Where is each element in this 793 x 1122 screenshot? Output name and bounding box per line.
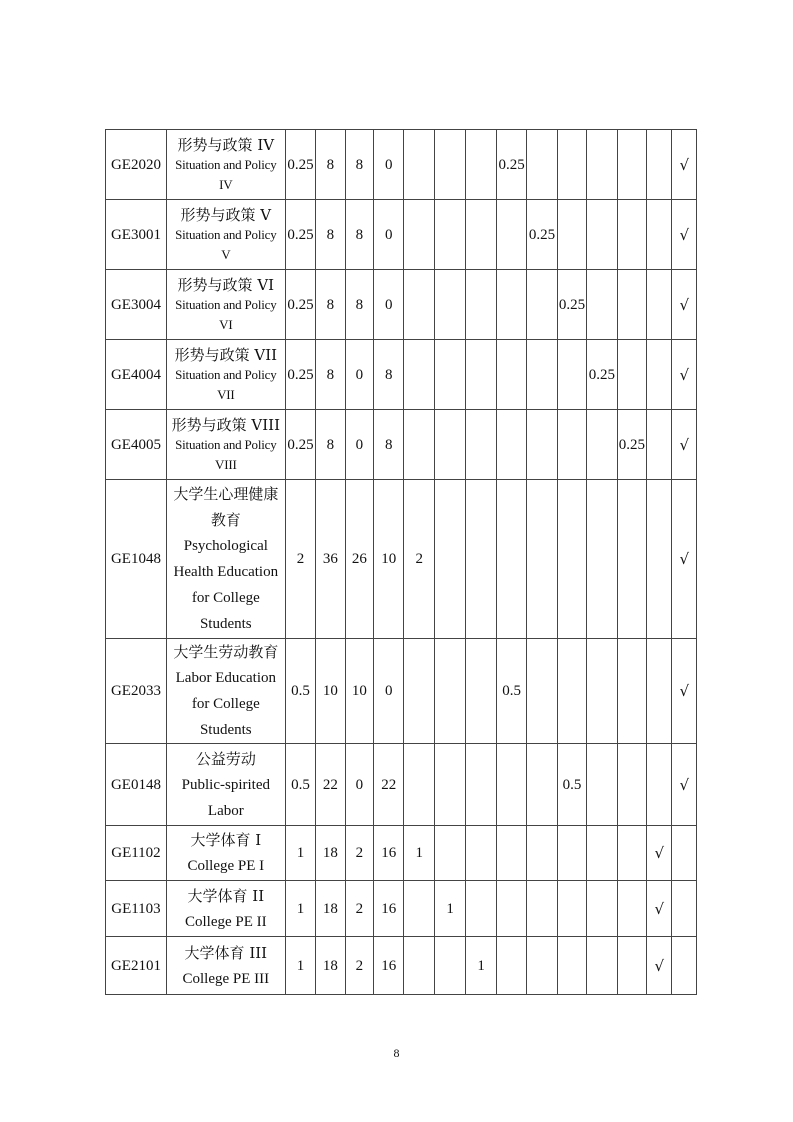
semester-3-cell bbox=[466, 744, 496, 826]
course-name-en: College PE III bbox=[182, 970, 270, 987]
semester-6-cell bbox=[557, 480, 586, 639]
course-name-en: Situation and Policy bbox=[175, 436, 277, 452]
semester-6-cell bbox=[557, 200, 586, 270]
course-name-cell bbox=[166, 200, 285, 270]
semester-7-cell bbox=[587, 410, 617, 480]
semester-8-cell bbox=[617, 130, 646, 200]
course-name-cell bbox=[166, 410, 285, 480]
semester-5-cell bbox=[527, 744, 557, 826]
course-code-cell: GE3001 bbox=[106, 200, 167, 270]
semester-7-cell bbox=[587, 826, 617, 881]
practice-hours-cell: 16 bbox=[374, 937, 404, 995]
lecture-hours-cell: 26 bbox=[345, 480, 373, 639]
optional-mark-cell: √ bbox=[672, 410, 697, 480]
semester-6-cell: 0.5 bbox=[557, 744, 586, 826]
course-name-cell bbox=[166, 639, 285, 744]
optional-mark-cell: √ bbox=[672, 340, 697, 410]
semester-8-cell: 0.25 bbox=[617, 410, 646, 480]
semester-7-cell: 0.25 bbox=[587, 340, 617, 410]
semester-7-cell bbox=[587, 200, 617, 270]
credit-cell: 1 bbox=[285, 826, 315, 881]
practice-hours-cell: 10 bbox=[374, 480, 404, 639]
semester-2-cell bbox=[434, 480, 465, 639]
course-name-zh: 大学体育 III bbox=[184, 943, 268, 962]
table-row bbox=[106, 480, 697, 639]
course-table-body bbox=[106, 130, 697, 995]
semester-7-cell bbox=[587, 639, 617, 744]
semester-2-cell: 1 bbox=[434, 881, 465, 937]
semester-6-cell bbox=[557, 130, 586, 200]
semester-4-cell bbox=[496, 340, 526, 410]
required-mark-cell: √ bbox=[647, 881, 672, 937]
course-name-cell bbox=[166, 744, 285, 826]
course-name-cell bbox=[166, 480, 285, 639]
total-hours-cell: 8 bbox=[316, 410, 345, 480]
course-code-cell: GE4005 bbox=[106, 410, 167, 480]
course-code-cell: GE1102 bbox=[106, 826, 167, 881]
semester-7-cell bbox=[587, 881, 617, 937]
semester-1-cell bbox=[404, 270, 434, 340]
total-hours-cell: 8 bbox=[316, 200, 345, 270]
semester-4-cell bbox=[496, 200, 526, 270]
semester-8-cell bbox=[617, 200, 646, 270]
semester-1-cell bbox=[404, 881, 434, 937]
course-name-en-suffix: IV bbox=[219, 176, 233, 192]
course-name-en: Situation and Policy bbox=[175, 366, 277, 382]
semester-3-cell bbox=[466, 480, 496, 639]
course-code-cell: GE2020 bbox=[106, 130, 167, 200]
required-mark-cell bbox=[647, 270, 672, 340]
semester-1-cell bbox=[404, 200, 434, 270]
semester-1-cell bbox=[404, 340, 434, 410]
semester-7-cell bbox=[587, 744, 617, 826]
credit-cell: 0.25 bbox=[285, 270, 315, 340]
semester-5-cell bbox=[527, 937, 557, 995]
lecture-hours-cell: 0 bbox=[345, 410, 373, 480]
course-name-zh: 大学体育 I bbox=[190, 831, 262, 849]
optional-mark-cell: √ bbox=[672, 130, 697, 200]
semester-4-cell bbox=[496, 270, 526, 340]
semester-5-cell bbox=[527, 826, 557, 881]
required-mark-cell bbox=[647, 639, 672, 744]
course-name-zh: 大学生心理健康教育 bbox=[173, 485, 279, 529]
table-row bbox=[106, 639, 697, 744]
required-mark-cell: √ bbox=[647, 937, 672, 995]
lecture-hours-cell: 8 bbox=[345, 200, 373, 270]
practice-hours-cell: 22 bbox=[374, 744, 404, 826]
semester-5-cell: 0.25 bbox=[527, 200, 557, 270]
semester-2-cell bbox=[434, 639, 465, 744]
semester-4-cell bbox=[496, 480, 526, 639]
optional-mark-cell: √ bbox=[672, 270, 697, 340]
required-mark-cell bbox=[647, 744, 672, 826]
semester-2-cell bbox=[434, 744, 465, 826]
course-name-cell bbox=[166, 881, 285, 937]
course-code-cell: GE3004 bbox=[106, 270, 167, 340]
course-code-cell: GE1048 bbox=[106, 480, 167, 639]
total-hours-cell: 8 bbox=[316, 130, 345, 200]
semester-8-cell bbox=[617, 340, 646, 410]
semester-1-cell: 1 bbox=[404, 826, 434, 881]
semester-2-cell bbox=[434, 937, 465, 995]
credit-cell: 0.25 bbox=[285, 410, 315, 480]
course-name-cell bbox=[166, 340, 285, 410]
course-name-en-suffix: VIII bbox=[215, 456, 237, 472]
semester-8-cell bbox=[617, 937, 646, 995]
semester-5-cell bbox=[527, 881, 557, 937]
total-hours-cell: 18 bbox=[316, 937, 345, 995]
semester-3-cell: 1 bbox=[466, 937, 496, 995]
semester-4-cell bbox=[496, 826, 526, 881]
semester-2-cell bbox=[434, 270, 465, 340]
semester-6-cell bbox=[557, 340, 586, 410]
course-name-cell bbox=[166, 826, 285, 881]
semester-2-cell bbox=[434, 826, 465, 881]
practice-hours-cell: 0 bbox=[374, 130, 404, 200]
practice-hours-cell: 16 bbox=[374, 881, 404, 937]
course-name-en: Situation and Policy bbox=[175, 226, 277, 242]
total-hours-cell: 10 bbox=[316, 639, 345, 744]
semester-3-cell bbox=[466, 881, 496, 937]
course-name-cell bbox=[166, 937, 285, 995]
table-row bbox=[106, 200, 697, 270]
course-name-zh: 形势与政策 V bbox=[180, 205, 272, 224]
semester-5-cell bbox=[527, 340, 557, 410]
semester-1-cell bbox=[404, 744, 434, 826]
optional-mark-cell bbox=[672, 826, 697, 881]
semester-6-cell bbox=[557, 639, 586, 744]
semester-6-cell bbox=[557, 937, 586, 995]
optional-mark-cell: √ bbox=[672, 200, 697, 270]
lecture-hours-cell: 0 bbox=[345, 744, 373, 826]
semester-3-cell bbox=[466, 826, 496, 881]
required-mark-cell bbox=[647, 340, 672, 410]
credit-cell: 0.25 bbox=[285, 130, 315, 200]
semester-7-cell bbox=[587, 480, 617, 639]
lecture-hours-cell: 2 bbox=[345, 826, 373, 881]
semester-2-cell bbox=[434, 200, 465, 270]
course-name-zh: 形势与政策 VII bbox=[174, 345, 278, 364]
required-mark-cell bbox=[647, 410, 672, 480]
course-name-en: Psychological Health Education for College Students bbox=[173, 538, 279, 632]
semester-2-cell bbox=[434, 410, 465, 480]
course-name-en-suffix: V bbox=[221, 246, 231, 262]
credit-cell: 0.25 bbox=[285, 340, 315, 410]
credit-cell: 1 bbox=[285, 881, 315, 937]
semester-8-cell bbox=[617, 826, 646, 881]
course-name-en: Public-spirited Labor bbox=[181, 776, 270, 819]
table-row bbox=[106, 410, 697, 480]
course-name-zh: 形势与政策 VIII bbox=[171, 415, 281, 434]
course-name-en: Labor Education for College Students bbox=[175, 670, 277, 738]
course-name-cell bbox=[166, 270, 285, 340]
semester-3-cell bbox=[466, 410, 496, 480]
total-hours-cell: 22 bbox=[316, 744, 345, 826]
optional-mark-cell bbox=[672, 937, 697, 995]
course-name-zh: 形势与政策 IV bbox=[177, 135, 275, 154]
optional-mark-cell: √ bbox=[672, 639, 697, 744]
semester-5-cell bbox=[527, 639, 557, 744]
semester-1-cell: 2 bbox=[404, 480, 434, 639]
practice-hours-cell: 0 bbox=[374, 200, 404, 270]
semester-7-cell bbox=[587, 130, 617, 200]
lecture-hours-cell: 10 bbox=[345, 639, 373, 744]
semester-8-cell bbox=[617, 744, 646, 826]
semester-5-cell bbox=[527, 130, 557, 200]
semester-3-cell bbox=[466, 340, 496, 410]
required-mark-cell bbox=[647, 200, 672, 270]
table-row bbox=[106, 744, 697, 826]
semester-5-cell bbox=[527, 270, 557, 340]
practice-hours-cell: 8 bbox=[374, 410, 404, 480]
lecture-hours-cell: 8 bbox=[345, 130, 373, 200]
practice-hours-cell: 0 bbox=[374, 270, 404, 340]
lecture-hours-cell: 2 bbox=[345, 881, 373, 937]
semester-1-cell bbox=[404, 130, 434, 200]
semester-7-cell bbox=[587, 270, 617, 340]
required-mark-cell bbox=[647, 480, 672, 639]
semester-4-cell: 0.5 bbox=[496, 639, 526, 744]
semester-8-cell bbox=[617, 480, 646, 639]
course-table bbox=[105, 129, 697, 995]
semester-3-cell bbox=[466, 130, 496, 200]
credit-cell: 1 bbox=[285, 937, 315, 995]
practice-hours-cell: 0 bbox=[374, 639, 404, 744]
semester-4-cell bbox=[496, 410, 526, 480]
course-name-zh: 形势与政策 VI bbox=[177, 275, 275, 294]
credit-cell: 0.25 bbox=[285, 200, 315, 270]
lecture-hours-cell: 0 bbox=[345, 340, 373, 410]
table-row bbox=[106, 270, 697, 340]
table-row bbox=[106, 826, 697, 881]
course-name-zh: 大学生劳动教育 bbox=[173, 643, 279, 661]
total-hours-cell: 8 bbox=[316, 340, 345, 410]
semester-3-cell bbox=[466, 639, 496, 744]
course-code-cell: GE4004 bbox=[106, 340, 167, 410]
semester-2-cell bbox=[434, 340, 465, 410]
semester-2-cell bbox=[434, 130, 465, 200]
course-name-en: College PE II bbox=[184, 913, 267, 930]
course-name-en: Situation and Policy bbox=[175, 296, 277, 312]
semester-8-cell bbox=[617, 639, 646, 744]
total-hours-cell: 18 bbox=[316, 826, 345, 881]
course-name-cell bbox=[166, 130, 285, 200]
semester-1-cell bbox=[404, 639, 434, 744]
table-row bbox=[106, 130, 697, 200]
course-code-cell: GE0148 bbox=[106, 744, 167, 826]
table-row bbox=[106, 937, 697, 995]
page-number: 8 bbox=[393, 1046, 400, 1060]
course-name-en-suffix: VII bbox=[217, 386, 235, 402]
semester-5-cell bbox=[527, 410, 557, 480]
lecture-hours-cell: 8 bbox=[345, 270, 373, 340]
course-code-cell: GE2033 bbox=[106, 639, 167, 744]
table-row bbox=[106, 340, 697, 410]
total-hours-cell: 8 bbox=[316, 270, 345, 340]
optional-mark-cell: √ bbox=[672, 480, 697, 639]
semester-7-cell bbox=[587, 937, 617, 995]
course-name-en: Situation and Policy bbox=[175, 156, 277, 172]
semester-6-cell bbox=[557, 881, 586, 937]
total-hours-cell: 36 bbox=[316, 480, 345, 639]
course-name-en: College PE I bbox=[187, 858, 265, 874]
semester-4-cell bbox=[496, 881, 526, 937]
credit-cell: 0.5 bbox=[285, 744, 315, 826]
semester-3-cell bbox=[466, 200, 496, 270]
semester-8-cell bbox=[617, 270, 646, 340]
course-code-cell: GE1103 bbox=[106, 881, 167, 937]
optional-mark-cell: √ bbox=[672, 744, 697, 826]
lecture-hours-cell: 2 bbox=[345, 937, 373, 995]
semester-1-cell bbox=[404, 410, 434, 480]
course-name-en-suffix: VI bbox=[219, 316, 233, 332]
credit-cell: 0.5 bbox=[285, 639, 315, 744]
required-mark-cell bbox=[647, 130, 672, 200]
semester-4-cell bbox=[496, 744, 526, 826]
semester-6-cell: 0.25 bbox=[557, 270, 586, 340]
semester-4-cell bbox=[496, 937, 526, 995]
practice-hours-cell: 16 bbox=[374, 826, 404, 881]
semester-8-cell bbox=[617, 881, 646, 937]
semester-4-cell: 0.25 bbox=[496, 130, 526, 200]
optional-mark-cell bbox=[672, 881, 697, 937]
total-hours-cell: 18 bbox=[316, 881, 345, 937]
course-name-zh: 公益劳动 bbox=[195, 749, 256, 768]
semester-3-cell bbox=[466, 270, 496, 340]
practice-hours-cell: 8 bbox=[374, 340, 404, 410]
semester-5-cell bbox=[527, 480, 557, 639]
course-code-cell: GE2101 bbox=[106, 937, 167, 995]
semester-1-cell bbox=[404, 937, 434, 995]
required-mark-cell: √ bbox=[647, 826, 672, 881]
semester-6-cell bbox=[557, 826, 586, 881]
table-row bbox=[106, 881, 697, 937]
course-name-zh: 大学体育 II bbox=[187, 886, 265, 905]
semester-6-cell bbox=[557, 410, 586, 480]
credit-cell: 2 bbox=[285, 480, 315, 639]
